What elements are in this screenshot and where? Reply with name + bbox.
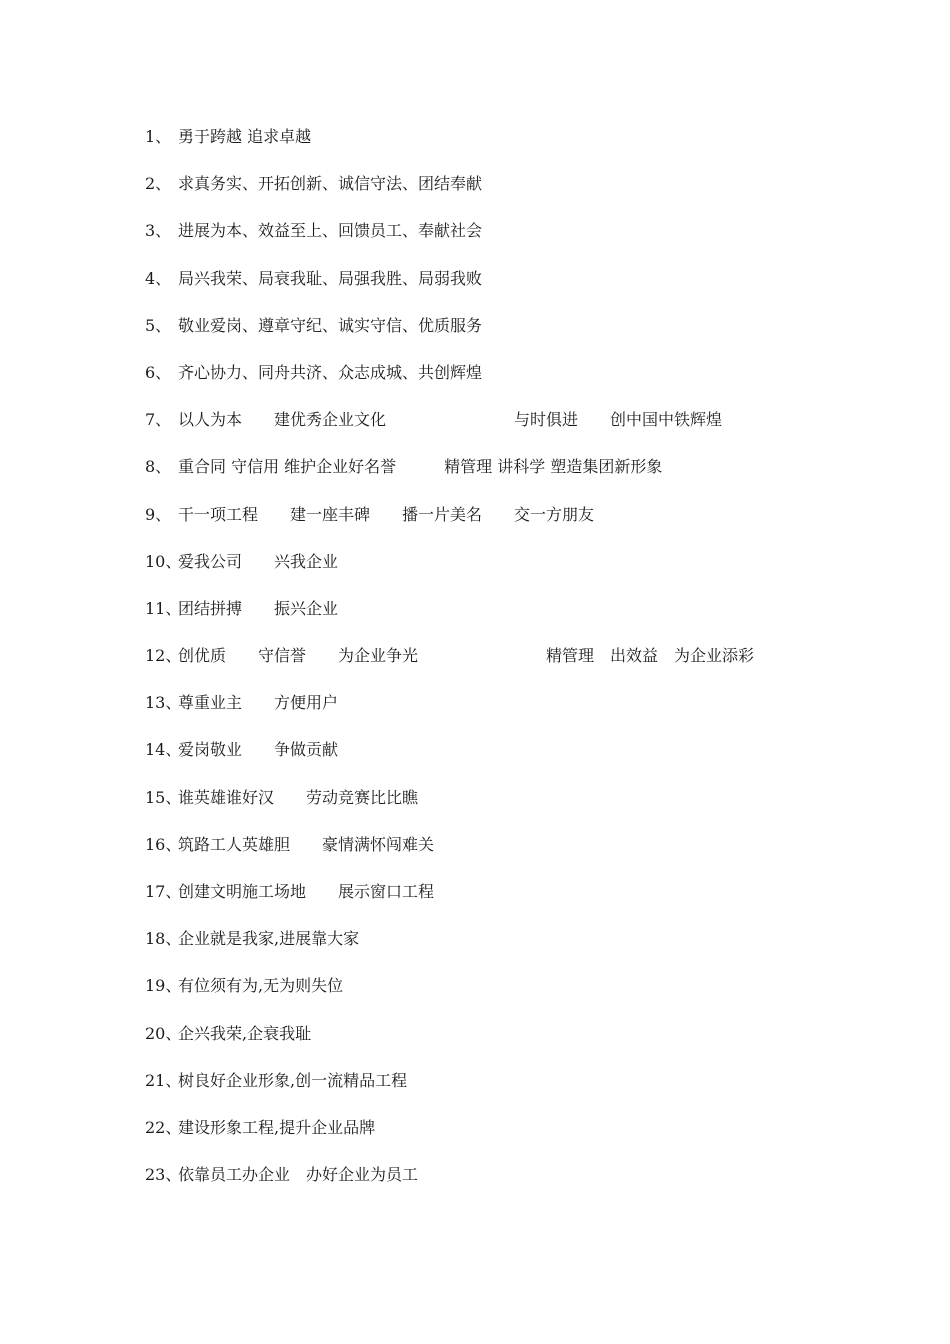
item-number: 23、 bbox=[145, 1165, 182, 1185]
item-number: 1、 bbox=[145, 127, 172, 146]
item-number: 3、 bbox=[145, 221, 172, 241]
item-number: 21、 bbox=[145, 1070, 182, 1090]
list-item bbox=[145, 879, 905, 926]
item-number: 19、 bbox=[145, 976, 182, 996]
list-item bbox=[145, 1115, 905, 1162]
item-text: 团结拼搏 振兴企业 bbox=[178, 598, 339, 618]
item-text: 尊重业主 方便用户 bbox=[178, 693, 339, 713]
list-item bbox=[145, 832, 905, 879]
list-item bbox=[145, 737, 905, 784]
list-item bbox=[145, 785, 905, 832]
list-item bbox=[145, 218, 905, 265]
item-number: 10、 bbox=[145, 551, 182, 571]
item-number: 9、 bbox=[145, 504, 172, 524]
item-text: 局兴我荣、局衰我耻、局强我胜、局弱我败 bbox=[178, 268, 483, 288]
list-item bbox=[145, 596, 905, 643]
item-text: 树良好企业形象,创一流精品工程 bbox=[178, 1070, 408, 1090]
item-number: 6、 bbox=[145, 362, 172, 382]
item-number: 17、 bbox=[145, 882, 182, 901]
item-text: 依靠员工办企业 办好企业为员工 bbox=[178, 1165, 419, 1185]
item-number: 12、 bbox=[145, 646, 182, 666]
item-text: 谁英雄谁好汉 劳动竞赛比比瞧 bbox=[178, 787, 419, 807]
list-item bbox=[145, 1068, 905, 1115]
list-item bbox=[145, 124, 905, 171]
list-item bbox=[145, 549, 905, 596]
list-item bbox=[145, 502, 905, 549]
item-number: 22、 bbox=[145, 1117, 182, 1137]
list-item bbox=[145, 690, 905, 737]
item-text: 爱岗敬业 争做贡献 bbox=[178, 740, 339, 760]
item-text: 齐心协力、同舟共济、众志成城、共创辉煌 bbox=[178, 362, 483, 382]
list-item bbox=[145, 360, 905, 407]
list-item bbox=[145, 407, 905, 454]
item-text: 进展为本、效益至上、回馈员工、奉献社会 bbox=[178, 221, 483, 241]
item-number: 16、 bbox=[145, 834, 182, 854]
item-text: 有位须有为,无为则失位 bbox=[178, 976, 344, 996]
item-text: 求真务实、开拓创新、诚信守法、团结奉献 bbox=[178, 174, 483, 194]
list-item bbox=[145, 266, 905, 313]
list-item bbox=[145, 973, 905, 1020]
item-text: 干一项工程 建一座丰碑 播一片美名 交一方朋友 bbox=[178, 504, 595, 524]
item-number: 2、 bbox=[145, 174, 172, 194]
item-number: 20、 bbox=[145, 1023, 182, 1043]
item-number: 15、 bbox=[145, 787, 182, 807]
item-text: 建设形象工程,提升企业品牌 bbox=[178, 1117, 376, 1137]
slogan-list bbox=[145, 124, 905, 1209]
list-item bbox=[145, 926, 905, 973]
list-item bbox=[145, 454, 905, 501]
item-number: 5、 bbox=[145, 315, 172, 335]
item-text: 创优质 守信誉 为企业争光 精管理 出效益 为企业添彩 bbox=[178, 646, 755, 666]
list-item bbox=[145, 171, 905, 218]
item-number: 4、 bbox=[145, 268, 172, 288]
item-text: 勇于跨越 追求卓越 bbox=[178, 127, 312, 146]
item-number: 7、 bbox=[145, 410, 172, 430]
item-number: 18、 bbox=[145, 929, 182, 949]
list-item bbox=[145, 643, 905, 690]
item-number: 8、 bbox=[145, 457, 172, 477]
item-number: 11、 bbox=[145, 598, 182, 618]
item-text: 企业就是我家,进展靠大家 bbox=[178, 929, 360, 949]
item-number: 13、 bbox=[145, 693, 182, 713]
item-text: 爱我公司 兴我企业 bbox=[178, 551, 339, 571]
item-number: 14、 bbox=[145, 740, 182, 760]
list-item bbox=[145, 313, 905, 360]
list-item bbox=[145, 1021, 905, 1068]
item-text: 创建文明施工场地 展示窗口工程 bbox=[178, 882, 435, 901]
list-item bbox=[145, 1162, 905, 1209]
item-text: 重合同 守信用 维护企业好名誉 精管理 讲科学 塑造集团新形象 bbox=[178, 457, 663, 477]
item-text: 企兴我荣,企衰我耻 bbox=[178, 1023, 312, 1043]
item-text: 筑路工人英雄胆 豪情满怀闯难关 bbox=[178, 834, 435, 854]
item-text: 以人为本 建优秀企业文化 与时俱进 创中国中铁辉煌 bbox=[178, 410, 723, 430]
item-text: 敬业爱岗、遵章守纪、诚实守信、优质服务 bbox=[178, 315, 483, 335]
